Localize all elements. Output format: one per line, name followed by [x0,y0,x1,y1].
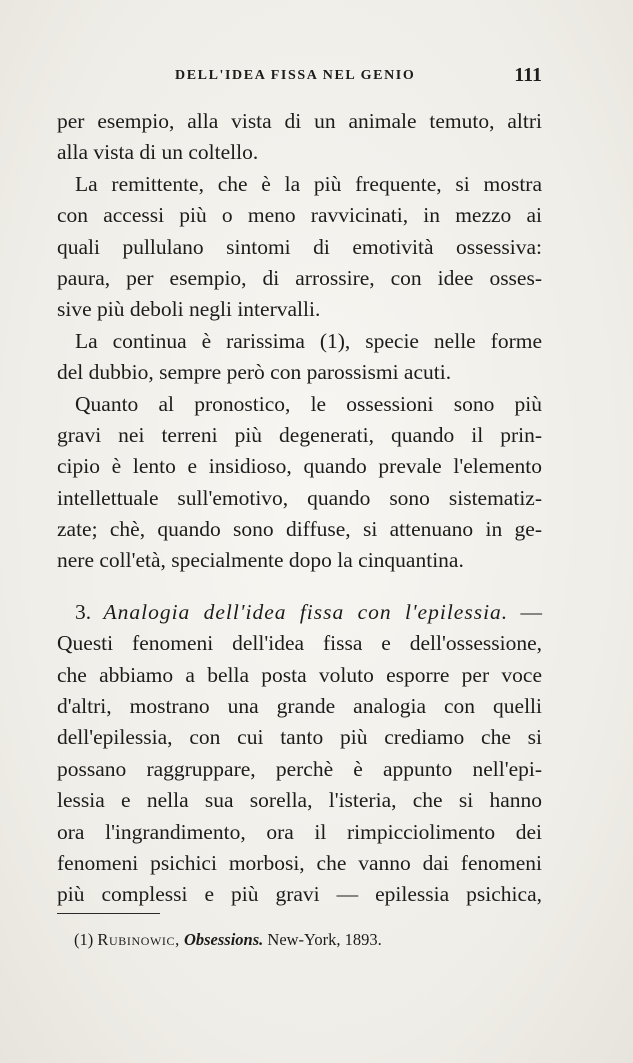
footnote-marker: (1) [74,930,94,949]
text-line: Quanto al pronostico, le ossessioni sono più [75,391,542,416]
text-line: fenomeni psichici morbosi, che vanno dai fenomeni [57,850,542,875]
text-line: per esempio, alla vista di un animale temuto, altri [57,109,542,133]
text-line: più complessi e più gravi — epilessia psichica, [57,882,542,907]
text-line: che abbiamo a bella posta voluto esporre per voce [57,662,542,687]
section-heading [57,597,542,628]
footnote-author: Rubinowic, [97,930,180,949]
text-line: nere coll'età, specialmente dopo la cinquantina. [57,548,464,573]
footnote [74,930,382,950]
footnote-rule [57,913,160,914]
text-line: intellettuale sull'emotivo, quando sono sistematiz- [57,485,542,510]
text-line: cipio è lento e insidioso, quando prevale l'elemento [57,454,542,479]
text-line: con accessi più o meno ravvicinati, in mezzo ai [57,203,542,228]
text-line: dell'epilessia, con cui tanto più crediamo che si [57,725,542,750]
text-line: La remittente, che è la più frequente, si mostra [75,171,542,196]
section-gap [57,577,542,597]
text-line: sive più deboli negli intervalli. [57,297,321,322]
section-number: 3. [75,599,92,624]
running-head: DELL'IDEA FISSA NEL GENIO [175,68,416,83]
text-line: La continua è rarissima (1), specie nelle forme [75,328,542,353]
footnote-title: Obsessions. [183,930,264,949]
text-line: del dubbio, sempre però con parossismi acuti. [57,360,452,385]
text-line: quali pullulano sintomi di emotività ossessiva: [57,234,542,259]
section-dash: — [520,599,543,624]
text-line: d'altri, mostrano una grande analogia con quelli [57,694,542,719]
text-line: possano raggruppare, perchè è appunto nell'epi- [57,756,542,781]
section-title: Analogia dell'idea fissa con l'epilessia. [103,599,509,624]
page-header [57,64,542,94]
text-line: ora l'ingrandimento, ora il rimpicciolimento dei [57,819,542,844]
footnote-rest: New-York, 1893. [267,930,382,949]
text-line: paura, per esempio, di arrossire, con idee osses- [57,265,542,290]
text-line: alla vista di un coltello. [57,140,259,165]
text-line: lessia e nella sua sorella, l'isteria, che si hanno [57,788,542,813]
text-line: gravi nei terreni più degenerati, quando il prin- [57,422,542,447]
page-number: 111 [514,64,542,86]
text-line: Questi fenomeni dell'idea fissa e dell'ossessione, [57,631,542,656]
body-text [57,106,542,911]
text-line: zate; chè, quando sono diffuse, si attenuano in ge- [57,517,542,542]
